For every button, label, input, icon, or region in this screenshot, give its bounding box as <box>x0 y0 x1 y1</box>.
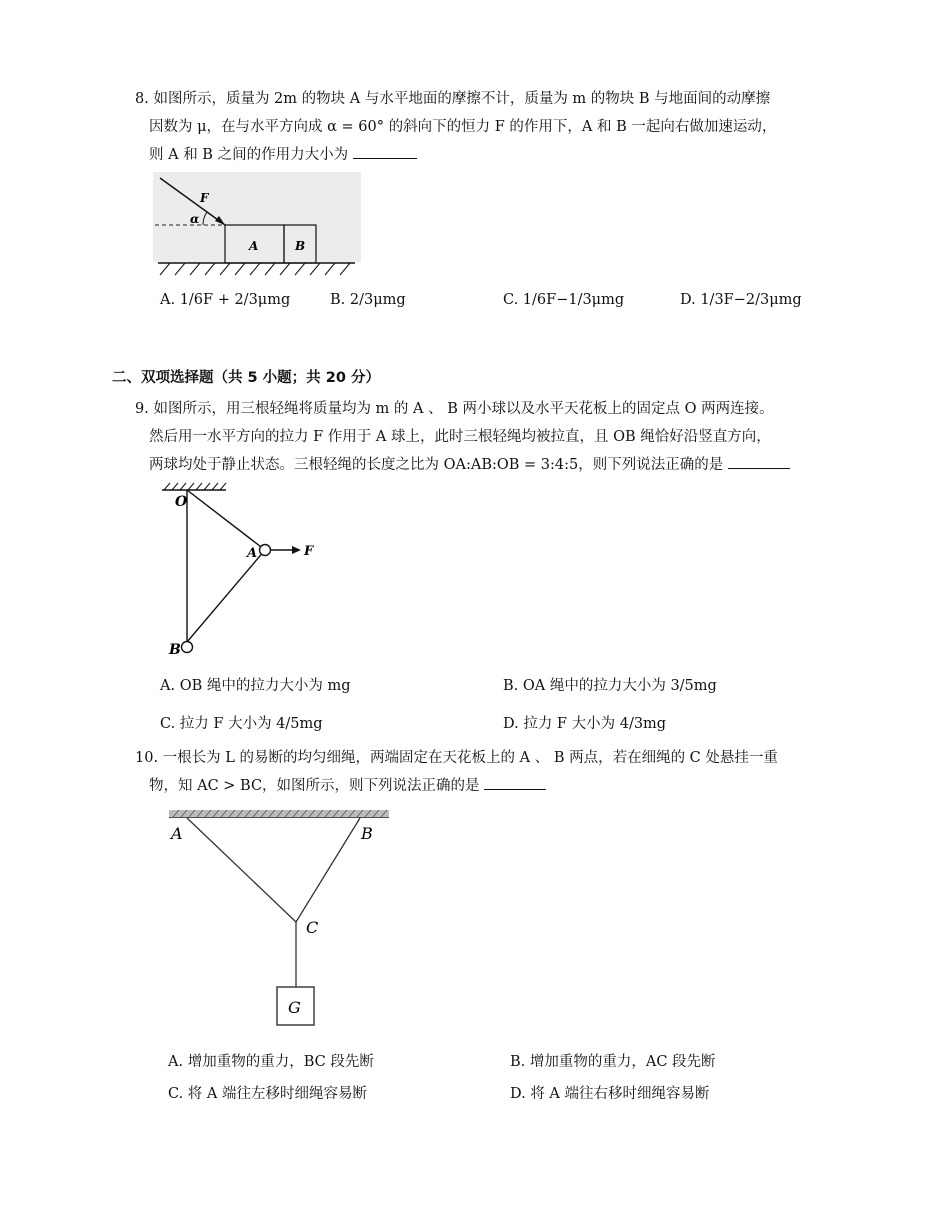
q9-rope-ab <box>187 550 265 642</box>
q9-option-b: B. OA 绳中的拉力大小为 3/5mg <box>503 678 717 694</box>
q10-label-c: C <box>306 918 319 937</box>
q10-label-b: B <box>361 824 373 843</box>
q8-option-c: C. 1/6F−1/3μmg <box>503 292 625 308</box>
q10-option-b: B. 增加重物的重力，AC 段先断 <box>510 1054 716 1070</box>
q9-label-b: B <box>169 642 181 658</box>
q10-rope-ac <box>187 818 296 922</box>
q9-option-d: D. 拉力 F 大小为 4/3mg <box>503 716 667 732</box>
q9-option-a: A. OB 绳中的拉力大小为 mg <box>160 678 351 694</box>
q10-label-g: G <box>288 998 301 1017</box>
q10-option-c: C. 将 A 端往左移时细绳容易断 <box>168 1086 367 1102</box>
q10-figure <box>165 805 395 1033</box>
q8-option-b: B. 2/3μmg <box>330 292 406 308</box>
q9-line-2: 然后用一水平方向的拉力 F 作用于 A 球上，此时三根轻绳均被拉直，且 OB 绳恰好沿竖直方向， <box>149 429 771 445</box>
q8-line-1: 8. 如图所示，质量为 2m 的物块 A 与水平地面的摩擦不计，质量为 m 的物块 B 与地面间的动摩擦 <box>135 91 771 107</box>
q10-line-2 <box>149 773 546 799</box>
q9-label-f: F <box>304 544 314 559</box>
q8-label-angle: α <box>190 212 200 226</box>
q8-ground-hatching <box>160 263 350 275</box>
q8-line-3-text: 则 A 和 B 之间的作用力大小为 <box>149 147 349 163</box>
q9-option-c: C. 拉力 F 大小为 4/5mg <box>160 716 323 732</box>
q9-line-3 <box>149 452 790 478</box>
q10-option-a: A. 增加重物的重力，BC 段先断 <box>168 1054 374 1070</box>
q8-line-2: 因数为 μ，在与水平方向成 α = 60° 的斜向下的恒力 F 的作用下，A 和 B 一起向右做加速运动， <box>149 119 777 135</box>
q10-rope-bc <box>296 818 360 922</box>
q9-ball-a <box>260 545 271 556</box>
q8-option-d: D. 1/3F−2/3μmg <box>680 292 802 308</box>
q8-label-a: A <box>249 239 259 253</box>
q10-answer-blank <box>484 775 546 790</box>
q10-line-2-text: 物，知 AC > BC，如图所示，则下列说法正确的是 <box>149 778 480 794</box>
q9-label-a: A <box>247 546 258 561</box>
q8-label-force: F <box>200 191 209 205</box>
q9-ball-b <box>182 642 193 653</box>
q9-rope-oa <box>187 490 265 550</box>
q9-figure <box>160 478 325 663</box>
q8-answer-blank <box>353 144 417 159</box>
q9-label-o: O <box>175 494 188 510</box>
section-2-heading: 二、双项选择题（共 5 小题；共 20 分） <box>112 370 380 386</box>
q8-option-a: A. 1/6F + 2/3μmg <box>160 292 291 308</box>
q10-option-d: D. 将 A 端往右移时细绳容易断 <box>510 1086 710 1102</box>
q8-figure <box>150 170 365 282</box>
q9-line-1: 9. 如图所示，用三根轻绳将质量均为 m 的 A 、 B 两小球以及水平天花板上的固定点 O 两两连接。 <box>135 401 774 417</box>
q9-line-3-text: 两球均处于静止状态。三根轻绳的长度之比为 OA:AB:OB = 3:4:5，则下列说法正确的是 <box>149 457 724 473</box>
q8-line-3 <box>149 142 417 168</box>
q10-label-a: A <box>171 824 183 843</box>
q9-force-arrowhead <box>292 546 301 554</box>
q10-line-1: 10. 一根长为 L 的易断的均匀细绳，两端固定在天花板上的 A 、 B 两点，若在细绳的 C 处悬挂一重 <box>135 750 778 766</box>
q9-answer-blank <box>728 454 790 469</box>
q9-ceiling-hatching <box>164 483 226 490</box>
q8-label-b: B <box>295 239 306 253</box>
